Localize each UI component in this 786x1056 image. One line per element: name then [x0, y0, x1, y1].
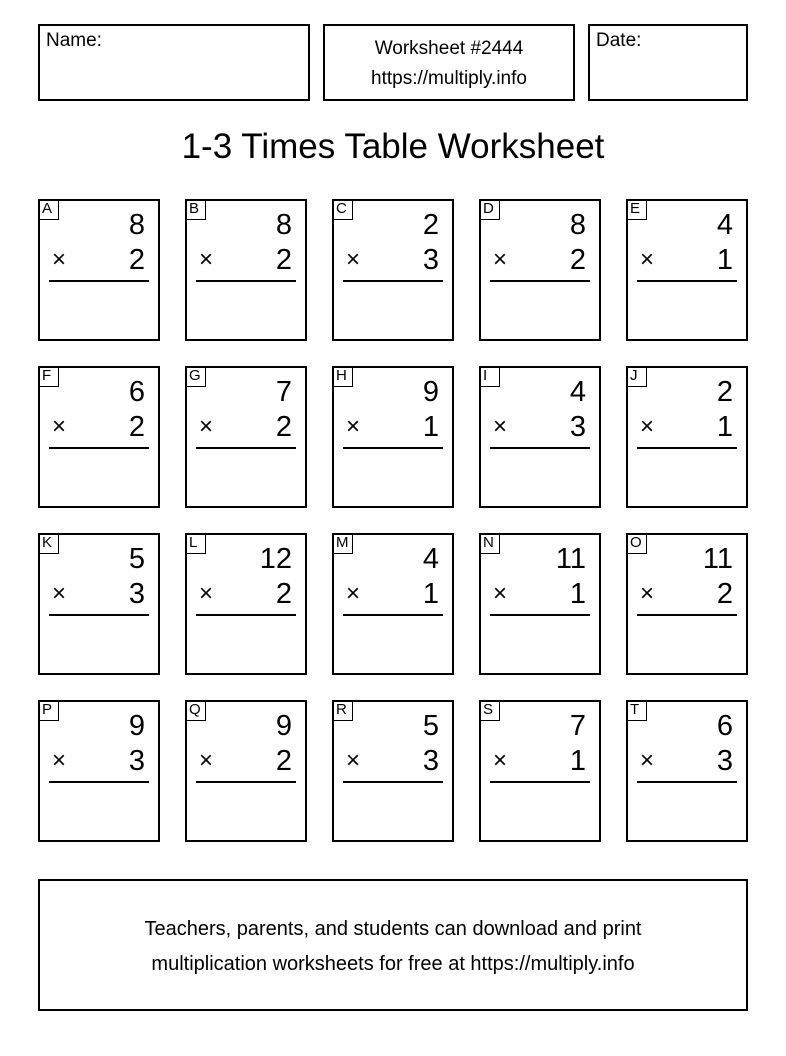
- times-sign: ×: [493, 747, 508, 774]
- name-label: Name:: [46, 30, 102, 51]
- problem-r: [332, 700, 454, 842]
- answer-line: [637, 280, 737, 282]
- multiplier: 1: [716, 411, 733, 443]
- problem-letter: E: [626, 199, 647, 220]
- answer-line: [490, 280, 590, 282]
- multiplier: 2: [275, 578, 292, 610]
- multiplicand: 2: [716, 376, 733, 408]
- times-sign: ×: [199, 747, 214, 774]
- answer-line: [637, 447, 737, 449]
- answer-line: [343, 280, 443, 282]
- multiplicand: 9: [275, 710, 292, 742]
- problem-letter: L: [185, 533, 206, 554]
- answer-line: [49, 280, 149, 282]
- multiplicand: 9: [128, 710, 145, 742]
- times-sign: ×: [640, 413, 655, 440]
- problem-letter: C: [332, 199, 353, 220]
- problem-t: [626, 700, 748, 842]
- multiplier: 2: [569, 244, 586, 276]
- problem-letter: P: [38, 700, 59, 721]
- multiplicand: 8: [128, 209, 145, 241]
- problem-letter: G: [185, 366, 206, 387]
- answer-line: [637, 781, 737, 783]
- problem-letter: S: [479, 700, 500, 721]
- problem-d: [479, 199, 601, 341]
- multiplicand: 4: [569, 376, 586, 408]
- problem-p: [38, 700, 160, 842]
- answer-line: [490, 447, 590, 449]
- problem-letter: D: [479, 199, 500, 220]
- problem-letter: O: [626, 533, 647, 554]
- problem-letter: I: [479, 366, 500, 387]
- multiplicand: 4: [422, 543, 439, 575]
- multiplier: 2: [275, 244, 292, 276]
- problem-g: [185, 366, 307, 508]
- answer-line: [343, 447, 443, 449]
- problem-letter: K: [38, 533, 59, 554]
- worksheet-number: Worksheet #2444: [374, 38, 524, 59]
- answer-line: [196, 614, 296, 616]
- problem-o: [626, 533, 748, 675]
- multiplier: 2: [716, 578, 733, 610]
- multiplicand: 4: [716, 209, 733, 241]
- multiplicand: 8: [569, 209, 586, 241]
- multiplicand: 6: [716, 710, 733, 742]
- problem-h: [332, 366, 454, 508]
- times-sign: ×: [346, 246, 361, 273]
- times-sign: ×: [52, 580, 67, 607]
- multiplier: 3: [716, 745, 733, 777]
- answer-line: [49, 781, 149, 783]
- problem-letter: M: [332, 533, 353, 554]
- problem-f: [38, 366, 160, 508]
- multiplier: 2: [128, 244, 145, 276]
- answer-line: [196, 447, 296, 449]
- multiplicand: 5: [422, 710, 439, 742]
- multiplier: 1: [569, 745, 586, 777]
- multiplicand: 11: [555, 543, 586, 575]
- answer-line: [490, 781, 590, 783]
- problem-letter: N: [479, 533, 500, 554]
- problem-letter: J: [626, 366, 647, 387]
- multiplicand: 12: [259, 543, 292, 575]
- date-label: Date:: [596, 30, 642, 51]
- multiplier: 1: [716, 244, 733, 276]
- page-title: 1-3 Times Table Worksheet: [181, 127, 605, 166]
- answer-line: [637, 614, 737, 616]
- multiplier: 3: [422, 745, 439, 777]
- multiplicand: 11: [702, 543, 733, 575]
- multiplier: 3: [128, 745, 145, 777]
- problem-b: [185, 199, 307, 341]
- times-sign: ×: [493, 413, 508, 440]
- name-box: [38, 24, 310, 101]
- times-sign: ×: [640, 246, 655, 273]
- times-sign: ×: [493, 580, 508, 607]
- answer-line: [343, 781, 443, 783]
- multiplicand: 5: [128, 543, 145, 575]
- problem-letter: B: [185, 199, 206, 220]
- footer-box: [38, 879, 748, 1011]
- problem-k: [38, 533, 160, 675]
- problem-n: [479, 533, 601, 675]
- worksheet-info-box: [323, 24, 575, 101]
- footer-line-2: multiplication worksheets for free at https://multiply.info: [151, 953, 635, 975]
- answer-line: [196, 280, 296, 282]
- times-sign: ×: [640, 580, 655, 607]
- problem-s: [479, 700, 601, 842]
- answer-line: [196, 781, 296, 783]
- problem-letter: A: [38, 199, 59, 220]
- multiplier: 1: [422, 411, 439, 443]
- multiplier: 1: [569, 578, 586, 610]
- problem-i: [479, 366, 601, 508]
- times-sign: ×: [640, 747, 655, 774]
- times-sign: ×: [199, 580, 214, 607]
- times-sign: ×: [52, 246, 67, 273]
- problem-e: [626, 199, 748, 341]
- problem-j: [626, 366, 748, 508]
- times-sign: ×: [52, 747, 67, 774]
- date-box: [588, 24, 748, 101]
- times-sign: ×: [346, 747, 361, 774]
- multiplicand: 7: [569, 710, 586, 742]
- times-sign: ×: [199, 413, 214, 440]
- multiplicand: 2: [422, 209, 439, 241]
- multiplier: 1: [422, 578, 439, 610]
- multiplicand: 8: [275, 209, 292, 241]
- times-sign: ×: [346, 413, 361, 440]
- multiplicand: 9: [422, 376, 439, 408]
- problem-a: [38, 199, 160, 341]
- answer-line: [49, 614, 149, 616]
- problem-m: [332, 533, 454, 675]
- multiplier: 2: [128, 411, 145, 443]
- multiplier: 3: [569, 411, 586, 443]
- problem-c: [332, 199, 454, 341]
- footer-line-1: Teachers, parents, and students can download and print: [144, 918, 642, 940]
- times-sign: ×: [199, 246, 214, 273]
- answer-line: [343, 614, 443, 616]
- problem-q: [185, 700, 307, 842]
- answer-line: [490, 614, 590, 616]
- worksheet-url: https://multiply.info: [371, 68, 527, 89]
- multiplier: 3: [422, 244, 439, 276]
- times-sign: ×: [52, 413, 67, 440]
- problem-letter: R: [332, 700, 353, 721]
- multiplier: 2: [275, 745, 292, 777]
- problem-letter: T: [626, 700, 647, 721]
- times-sign: ×: [346, 580, 361, 607]
- multiplier: 2: [275, 411, 292, 443]
- problem-letter: Q: [185, 700, 206, 721]
- multiplicand: 6: [128, 376, 145, 408]
- times-sign: ×: [493, 246, 508, 273]
- problem-letter: H: [332, 366, 353, 387]
- problem-letter: F: [38, 366, 59, 387]
- multiplier: 3: [128, 578, 145, 610]
- multiplicand: 7: [275, 376, 292, 408]
- problem-l: [185, 533, 307, 675]
- answer-line: [49, 447, 149, 449]
